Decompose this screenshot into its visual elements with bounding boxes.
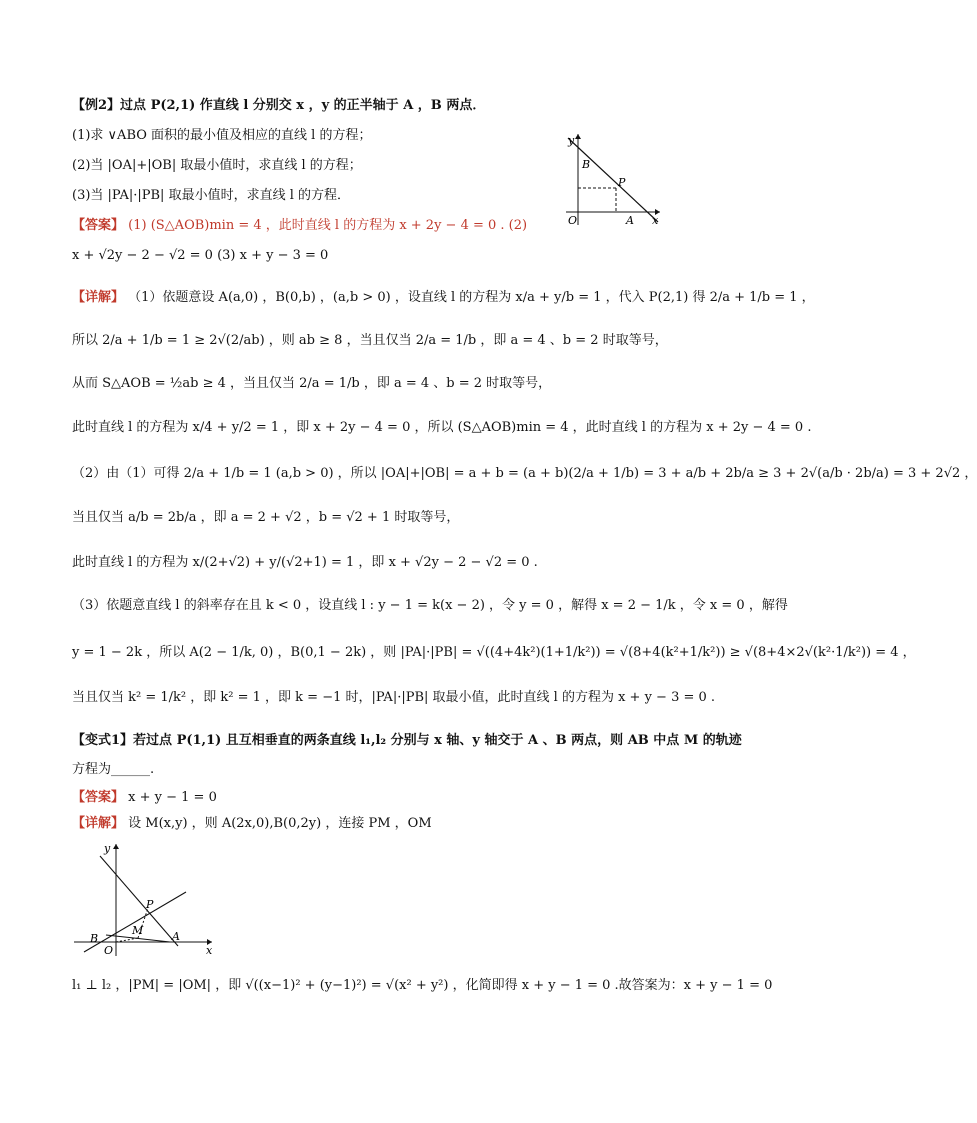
detail-line-1 [72, 290, 815, 306]
variant1-title: 【变式1】若过点 P(1,1) 且互相垂直的两条直线 l₁,l₂ 分别与 x 轴、y 轴交于 A 、B 两点，则 AB 中点 M 的轨迹 [72, 733, 742, 748]
variant1-figure [70, 838, 220, 958]
detail-line-9: y = 1 − 2k ，所以 A(2 − 1/k, 0) ，B(0,1 − 2k) ，则 |PA|·|PB| = √((4+4k²)(1+1/k²)) = √(8+4(k²+1/k²)) ≥ √(8+4×2√(k²·1/k²)) = 4 ， [72, 645, 916, 660]
detail-line-5: （2）由（1）可得 2/a + 1/b = 1 (a,b > 0) ，所以 |OA|+|OB| = a + b = (a + b)(2/a + 1/b) = 3 + a/b + 2b/a ≥ 3 + 2√(a/b · 2b/a) = 3 + 2√2 ， [72, 466, 977, 481]
variant1-last-line: l₁ ⊥ l₂ ，|PM| = |OM| ，即 √((x−1)² + (y−1)²) = √(x² + y²) ，化简即得 x + y − 1 = 0 .故答案为：x + y − 1 = 0 [72, 978, 773, 993]
fig2-m-label: M [132, 924, 144, 937]
fig1-o-label: O [568, 214, 578, 227]
detail-line-6: 当且仅当 a/b = 2b/a ，即 a = 2 + √2 ，b = √2 + 1 时取等号， [72, 510, 460, 525]
example2-question-2: (2)当 |OA|+|OB| 取最小值时，求直线 l 的方程； [72, 158, 362, 173]
example2-question-1: (1)求 ∨ABO 面积的最小值及相应的直线 l 的方程； [72, 128, 372, 143]
detail-line-3: 从而 S△AOB = ½ab ≥ 4 ，当且仅当 2/a = 1/b ，即 a = 4 、b = 2 时取等号， [72, 376, 552, 391]
fig2-p-label: P [146, 898, 154, 911]
detail-line-10: 当且仅当 k² = 1/k² ，即 k² = 1 ，即 k = −1 时，|PA|·|PB| 取最小值，此时直线 l 的方程为 x + y − 3 = 0 . [72, 690, 716, 705]
detail-line-2: 所以 2/a + 1/b = 1 ≥ 2√(2/ab) ，则 ab ≥ 8 ，当且仅当 2/a = 1/b ，即 a = 4 、b = 2 时取等号， [72, 333, 668, 348]
example2-answer [72, 218, 527, 234]
fig2-b-label: B [90, 932, 99, 945]
example2-title: 【例2】过点 P(2,1) 作直线 l 分别交 x ，y 的正半轴于 A ，B 两点． [72, 98, 486, 113]
fig2-a-label: A [172, 930, 180, 943]
fig1-b-label: B [582, 158, 591, 171]
detail-line-4: 此时直线 l 的方程为 x/4 + y/2 = 1 ，即 x + 2y − 4 = 0 ，所以 (S△AOB)min = 4 ，此时直线 l 的方程为 x + 2y − 4 = 0 . [72, 420, 812, 435]
fig2-o-label: O [104, 944, 114, 957]
variant1-answer-text: x + y − 1 = 0 [128, 790, 217, 805]
detail-text-1: （1）依题意设 A(a,0) ，B(0,b) ，(a,b > 0) ，设直线 l 的方程为 x/a + y/b = 1 ，代入 P(2,1) 得 2/a + 1/b = 1 ， [128, 290, 815, 305]
fig1-x-label: x [652, 214, 659, 227]
variant1-detail-text: 设 M(x,y) ，则 A(2x,0),B(0,2y) ，连接 PM ，OM [128, 816, 432, 831]
variant1-detail-label: 【详解】 [72, 816, 125, 831]
fig1-y-label: y [568, 134, 575, 147]
detail-line-8: （3）依题意直线 l 的斜率存在且 k < 0 ，设直线 l : y − 1 = k(x − 2) ，令 y = 0 ，解得 x = 2 − 1/k ，令 x = 0 ，解得 [72, 598, 788, 613]
example2-answer-line-2: x + √2y − 2 − √2 = 0 (3) x + y − 3 = 0 [72, 248, 329, 263]
variant1-detail [72, 816, 432, 832]
fig1-p-label: P [618, 176, 626, 189]
fig2-x-label: x [206, 944, 213, 957]
example2-question-3: (3)当 |PA|·|PB| 取最小值时，求直线 l 的方程． [72, 188, 350, 203]
variant1-answer [72, 790, 217, 806]
answer-label: 【答案】 [72, 218, 125, 233]
variant1-title-2: 方程为______. [72, 762, 155, 777]
detail-label: 【详解】 [72, 290, 125, 305]
detail-line-7: 此时直线 l 的方程为 x/(2+√2) + y/(√2+1) = 1 ，即 x + √2y − 2 − √2 = 0 . [72, 555, 538, 570]
fig1-a-label: A [626, 214, 634, 227]
fig2-y-label: y [104, 842, 111, 855]
example2-figure [556, 130, 666, 230]
variant1-answer-label: 【答案】 [72, 790, 125, 805]
answer-text-1: (1) (S△AOB)min = 4 ，此时直线 l 的方程为 x + 2y − 4 = 0 . (2) [128, 218, 528, 233]
